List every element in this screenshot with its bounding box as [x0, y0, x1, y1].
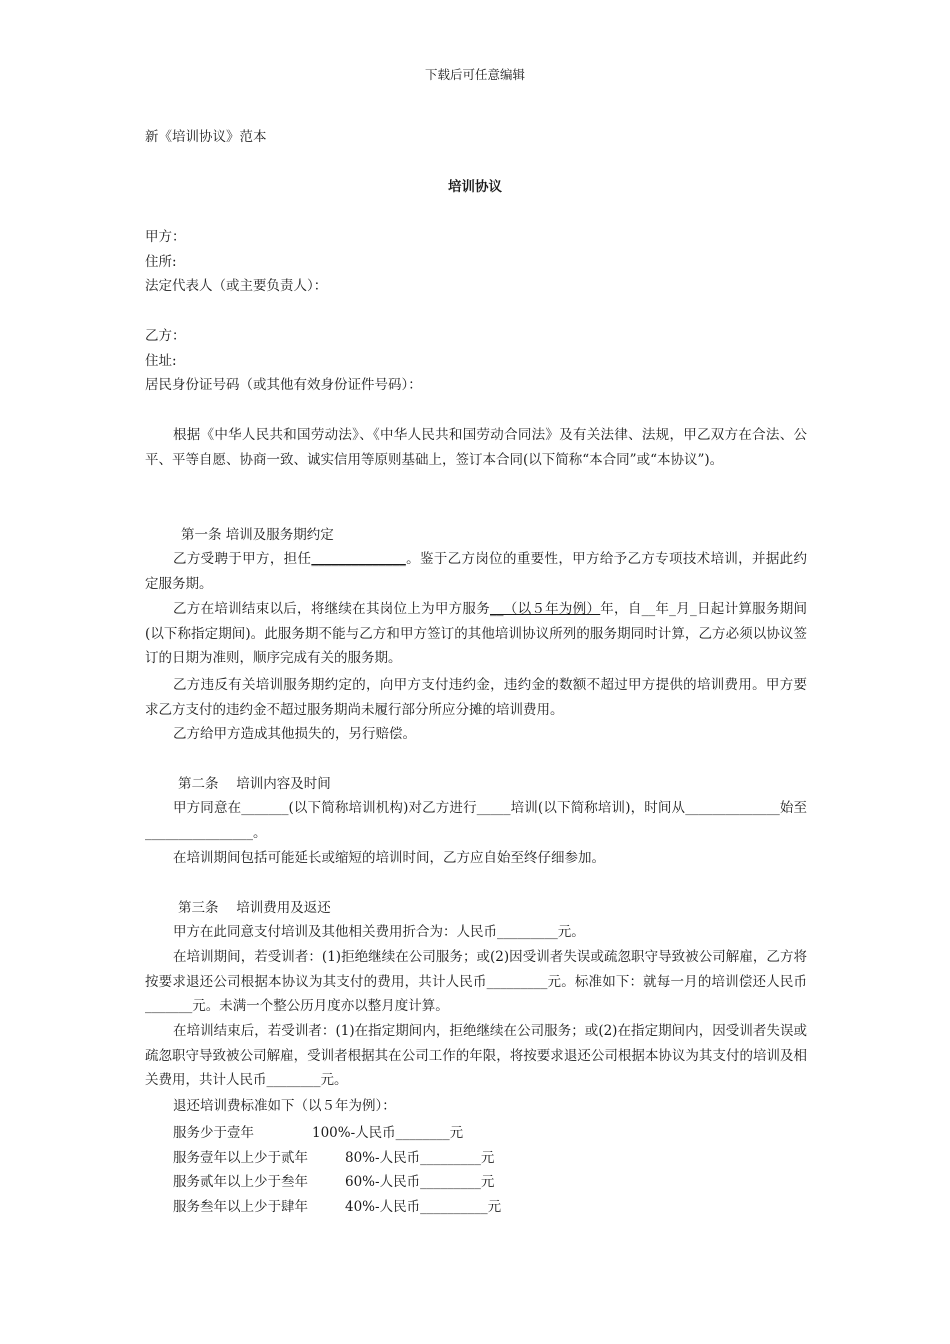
article-1-heading: 第一条 培训及服务期约定	[181, 527, 334, 543]
refund-row-2-amount: 80%-人民币_________元	[345, 1150, 495, 1166]
party-b-name-label: 乙方：	[145, 328, 186, 344]
refund-row-2-period: 服务壹年以上少于贰年	[173, 1150, 308, 1166]
refund-row-4-period: 服务叁年以上少于肆年	[173, 1199, 308, 1215]
refund-row-1-amount: 100%-人民币________元	[312, 1125, 464, 1141]
article-2-heading: 第二条 培训内容及时间	[178, 776, 331, 792]
document-title: 培训协议	[448, 179, 502, 195]
document-subtitle: 新《培训协议》范本	[145, 129, 267, 145]
article-3-paragraph-1: 甲方在此同意支付培训及其他相关费用折合为：人民币_________元。	[173, 924, 585, 940]
refund-row-4-amount: 40%-人民币__________元	[345, 1199, 502, 1215]
article-3-paragraph-3: 在培训结束后，若受训者：(1)在指定期间内，拒绝继续在公司服务；或(2)在指定期间内，因受训者失误或疏忽职守导致被公司解雇，受训者根据其在公司工作的年限，将按要求退还公司根据本协议为其支付的培训及相关费用，共计人民币________元。	[145, 1023, 807, 1088]
party-a-address-label: 住所:	[145, 254, 177, 270]
party-a-rep-label: 法定代表人（或主要负责人）：	[145, 278, 328, 294]
party-a-name-label: 甲方：	[145, 229, 186, 245]
refund-row-1-period: 服务少于壹年	[173, 1125, 254, 1141]
party-b-address-label: 住址:	[145, 353, 177, 369]
header-note: 下载后可任意编辑	[424, 67, 525, 82]
refund-row-3-amount: 60%-人民币_________元	[345, 1174, 495, 1190]
article-3-paragraph-4: 退还培训费标准如下（以５年为例）：	[173, 1098, 396, 1114]
article-1-paragraph-2: 乙方在培训结束以后，将继续在其岗位上为甲方服务__（以５年为例）年，自__年_月_日起计算服务期间(以下称指定期间)。此服务期不能与乙方和甲方签订的其他培训协议所列的服务期同时计算，乙方必须以协议签订的日期为准则，顺序完成有关的服务期。	[145, 601, 808, 666]
article-2-paragraph-2: 在培训期间包括可能延长或缩短的培训时间，乙方应自始至终仔细参加。	[173, 850, 605, 866]
article-1-paragraph-1: 乙方受聘于甲方，担任______________。鉴于乙方岗位的重要性，甲方给予乙方专项技术培训，并据此约定服务期。	[145, 551, 808, 592]
refund-row-3-period: 服务贰年以上少于叁年	[173, 1174, 308, 1190]
preamble-paragraph: 根据《中华人民共和国劳动法》、《中华人民共和国劳动合同法》及有关法律、法规，甲乙双方在合法、公平、平等自愿、协商一致、诚实信用等原则基础上，签订本合同(以下简称“本合同”或“本协议”)。	[145, 427, 807, 468]
party-b-id-label: 居民身份证号码（或其他有效身份证件号码）：	[145, 377, 422, 393]
article-1-paragraph-4: 乙方给甲方造成其他损失的，另行赔偿。	[173, 726, 416, 742]
article-1-paragraph-3: 乙方违反有关培训服务期约定的，向甲方支付违约金，违约金的数额不超过甲方提供的培训费用。甲方要求乙方支付的违约金不超过服务期尚未履行部分所应分摊的培训费用。	[145, 677, 807, 718]
article-3-paragraph-2: 在培训期间，若受训者：(1)拒绝继续在公司服务；或(2)因受训者失误或疏忽职守导致被公司解雇，乙方将按要求退还公司根据本协议为其支付的费用，共计人民币_________元。标准如下：就每一月的培训偿还人民币_______元。未满一个整公历月度亦以整月度计算。	[145, 949, 807, 1014]
article-2-paragraph-1: 甲方同意在_______(以下简称培训机构)对乙方进行_____培训(以下简称培训)，时间从______________始至________________。	[145, 800, 807, 841]
article-3-heading: 第三条 培训费用及返还	[178, 900, 331, 916]
